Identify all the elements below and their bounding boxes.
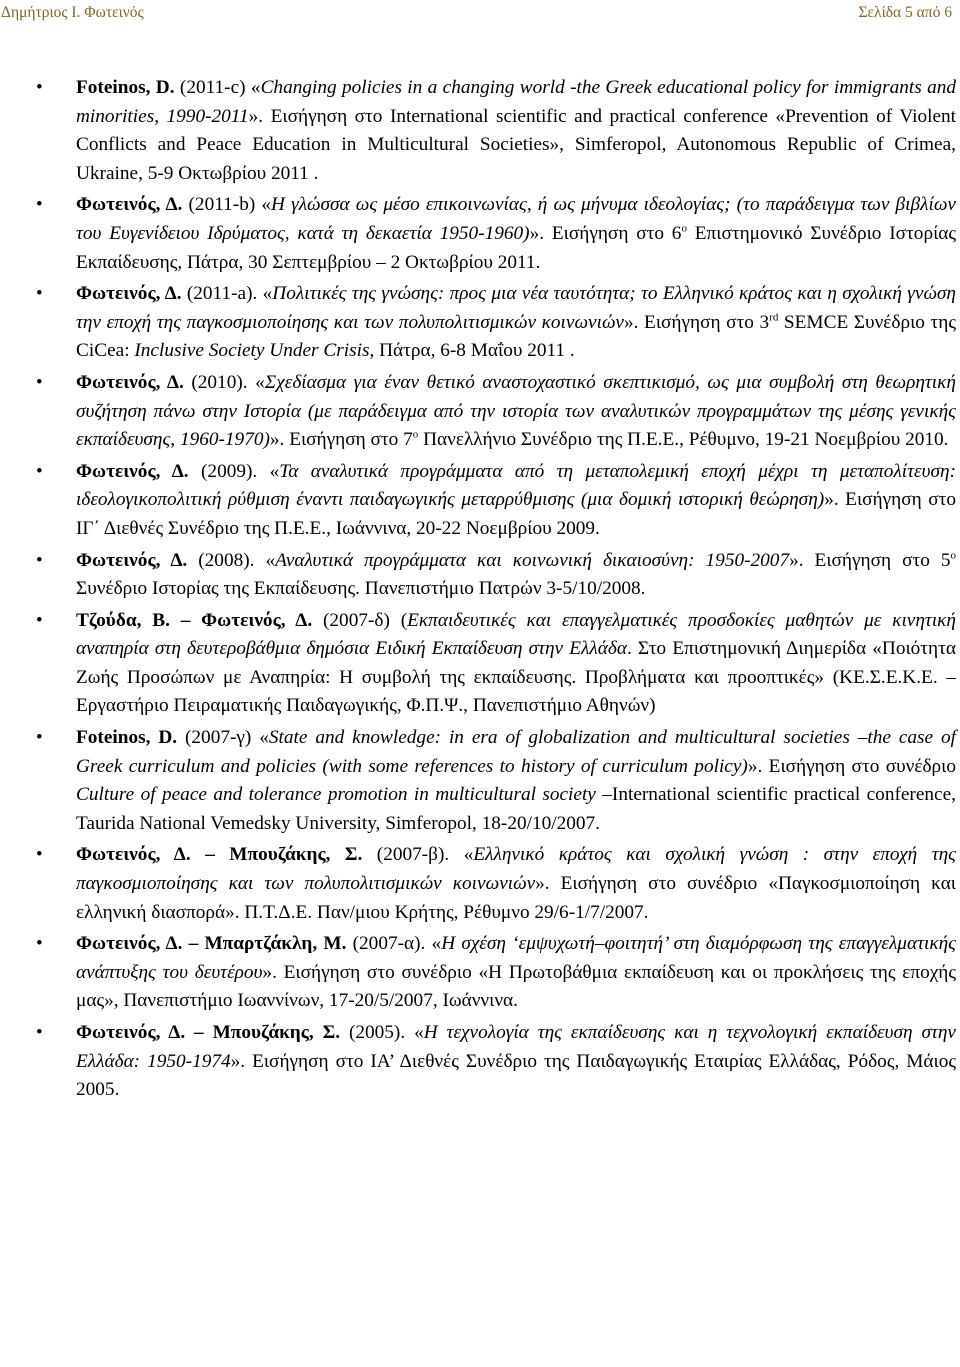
ref-author: Φωτεινός, Δ. [76, 549, 188, 571]
list-item: • Φωτεινός, Δ. (2010). «Σχεδίασμα για έναν θετικό αναστοχαστικό σκεπτικισμό, ως μια συμβολή στη θεωρητική συζήτηση πάνω στην Ιστορία (με παράδειγμα από την ιστορία των αναλυτικών προγραμμάτων της μέσης γενικής εκπαίδευσης, 1960-1970)». Εισήγηση στο $7^o$ Πανελλήνιο Συνέδριο της Π.Ε.Ε., Ρέθυμνο, 19-21 Νοεμβρίου 2010. [76, 369, 956, 455]
list-item: • Φωτεινός, Δ. – Μπουζάκης, Σ. (2007-β). «Ελληνικό κράτος και σχολική γνώση : στην εποχή της παγκοσμιοποίησης και των πολυπολιτισμικών κοινωνιών». Εισήγηση στο συνέδριο «Παγκοσμιοποίηση και ελληνική διασπορά». Π.Τ.Δ.Ε. Παν/μιου Κρήτης, Ρέθυμνο 29/6-1/7/2007. [76, 841, 956, 927]
list-item: • Foteinos, D. (2011-c) «Changing policies in a changing world -the Greek educational policy for immigrants and minorities, 1990-2011». Εισήγηση στο International scientific and practical conference «Prevention of Violent Conflicts and Peace Education in Multicultural Societies», Simferopol, Autonomous Republic of Crimea, Ukraine, 5-9 Οκτωβρίου 2011 . [76, 74, 956, 188]
list-item: • Φωτεινός, Δ. (2009). «Τα αναλυτικά προγράμματα από τη μεταπολεμική εποχή μέχρι τη μεταπολίτευση: ιδεολογικοπολιτική ρύθμιση έναντι παιδαγωγικής μεταρρύθμισης (μια δομική ιστορική θεώρηση)». Εισήγηση στο ΙΓ΄ Διεθνές Συνέδριο της Π.Ε.Ε., Ιωάννινα, 20-22 Νοεμβρίου 2009. [76, 458, 956, 544]
ref-author: Φωτεινός, Δ. – Μπαρτζάκλη, Μ. [76, 933, 347, 955]
list-item: • Φωτεινός, Δ. – Μπαρτζάκλη, Μ. (2007-α). «Η σχέση ‘εμψυχωτή–φοιτητή’ στη διαμόρφωση της επαγγελματικής ανάπτυξης του δευτέρου». Εισήγηση στο συνέδριο «Η Πρωτοβάθμια εκπαίδευση και οι προκλήσεις της εποχής μας», Πανεπιστήμιο Ιωαννίνων, 17-20/5/2007, Ιωάννινα. [76, 930, 956, 1016]
ref-title: State and knowledge: in era of globalization and multicultural societies –the case of Greek curriculum and policies (with some references to history of curriculum policy) [76, 727, 956, 777]
list-item: • Φωτεινός, Δ. (2011-a). «Πολιτικές της γνώσης: προς μια νέα ταυτότητα; το Ελληνικό κράτος και η σχολική γνώση την εποχή της παγκοσμιοποίησης και των πολυπολιτισμικών κοινωνιών». Εισήγηση στο 3rd SEMCE Συνέδριο της CiCea: Inclusive Society Under Crisis, Πάτρα, 6-8 Μαΐου 2011 . [76, 280, 956, 366]
ref-title: Τα αναλυτικά προγράμματα από τη μεταπολεμική εποχή μέχρι τη μεταπολίτευση: ιδεολογικοπολιτική ρύθμιση έναντι παιδαγωγικής μεταρρύθμισης (μια δομική ιστορική θεώρηση) [76, 460, 956, 511]
ref-title: Εκπαιδευτικές και επαγγελματικές προσδοκίες μαθητών με κινητική αναπηρία στη δευτεροβάθμια δημόσια Ειδική Εκπαίδευση στην Ελλάδα [76, 609, 956, 660]
ref-author: Φωτεινός, Δ. [76, 460, 189, 482]
ref-title: Η γλώσσα ως μέσο επικοινωνίας, ή ως μήνυμα ιδεολογίας; (το παράδειγμα των βιβλίων του Ευγενίδειου Ιδρύματος, κατά τη δεκαετία 1950-1960) [76, 194, 956, 244]
ref-author: Φωτεινός, Δ. [76, 194, 183, 216]
ref-author: Φωτεινός, Δ. [76, 283, 182, 305]
list-item: • Φωτεινός, Δ. (2011-b) «Η γλώσσα ως μέσο επικοινωνίας, ή ως μήνυμα ιδεολογίας; (το παράδειγμα των βιβλίων του Ευγενίδειου Ιδρύματος, κατά τη δεκαετία 1950-1960)». Εισήγηση στο $6^o$ Επιστημονικό Συνέδριο Ιστορίας Εκπαίδευσης, Πάτρα, 30 Σεπτεμβρίου – 2 Οκτωβρίου 2011. [76, 191, 956, 277]
ref-author: Φωτεινός, Δ. – Μπουζάκης, Σ. [76, 1022, 341, 1043]
list-item: • Φωτεινός, Δ. – Μπουζάκης, Σ. (2005). «Η τεχνολογία της εκπαίδευσης και η τεχνολογική εκπαίδευση στην Ελλάδα: 1950-1974». Εισήγηση στο ΙΑ’ Διεθνές Συνέδριο της Παιδαγωγικής Εταιρίας Ελλάδας, Ρόδος, Μάιος 2005. [76, 1019, 956, 1105]
ref-title: Σχεδίασμα για έναν θετικό αναστοχαστικό σκεπτικισμό, ως μια συμβολή στη θεωρητική συζήτηση πάνω στην Ιστορία (με παράδειγμα από την ιστορία των αναλυτικών προγραμμάτων της μέσης γενικής εκπαίδευσης, 1960-1970) [76, 371, 956, 451]
header-author: Δημήτριος Ι. Φωτεινός [1, 4, 144, 21]
ref-author: Φωτεινός, Δ. – Μπουζάκης, Σ. [76, 844, 363, 866]
ref-author: Foteinos, D. [76, 727, 178, 749]
ref-title: Πολιτικές της γνώσης: προς μια νέα ταυτότητα; το Ελληνικό κράτος και η σχολική γνώση την εποχή της παγκοσμιοποίησης και των πολυπολιτισμικών κοινωνιών [76, 283, 956, 333]
ref-title: Changing policies in a changing world -the Greek educational policy for immigrants and minorities, 1990-2011 [76, 77, 956, 127]
list-item: • Foteinos, D. (2007-γ) «State and knowledge: in era of globalization and multicultural societies –the case of Greek curriculum and policies (with some references to history of curriculum policy)». Εισήγηση στο συνέδριο Culture of peace and tolerance promotion in multicultural society –International scientific practical conference, Taurida National Vemedsky University, Simferopol, 18-20/10/2007. [76, 724, 956, 838]
ref-title: Η σχέση ‘εμψυχωτή–φοιτητή’ στη διαμόρφωση της επαγγελματικής ανάπτυξης του δευτέρου [76, 933, 957, 983]
ref-title: Η τεχνολογία της εκπαίδευσης και η τεχνολογική εκπαίδευση στην Ελλάδα: 1950-1974 [76, 1022, 956, 1072]
header-page-number: Σελίδα 5 από 6 [858, 4, 952, 21]
ref-title: Ελληνικό κράτος και σχολική γνώση : στην εποχή της παγκοσμιοποίησης και των πολυπολιτισμικών κοινωνιών [76, 844, 956, 895]
list-item: • Τζούδα, Β. – Φωτεινός, Δ. (2007-δ) (Εκπαιδευτικές και επαγγελματικές προσδοκίες μαθητών με κινητική αναπηρία στη δευτεροβάθμια δημόσια Ειδική Εκπαίδευση στην Ελλάδα. Στο Επιστημονική Διημερίδα «Ποιότητα Ζωής Προσώπων με Αναπηρία: Η συμβολή της εκπαίδευσης. Προβλήματα και προοπτικές» (ΚΕ.Σ.Ε.Κ.Ε. – Εργαστήριο Πειραματικής Παιδαγωγικής, Φ.Π.Ψ., Πανεπιστήμιο Αθηνών) [76, 607, 956, 721]
ref-title: Αναλυτικά προγράμματα και κοινωνική δικαιοσύνη: 1950-2007 [275, 549, 790, 571]
ref-author: Φωτεινός, Δ. [76, 371, 184, 393]
ref-author: Foteinos, D. [76, 77, 175, 98]
list-item: • Φωτεινός, Δ. (2008). «Αναλυτικά προγράμματα και κοινωνική δικαιοσύνη: 1950-2007». Εισήγηση στο $5^o$ Συνέδριο Ιστορίας της Εκπαίδευσης. Πανεπιστήμιο Πατρών 3-5/10/2008. [76, 547, 956, 604]
page-header [1, 4, 952, 22]
ref-author: Τζούδα, Β. – Φωτεινός, Δ. [76, 609, 313, 631]
references-list [76, 74, 956, 1108]
